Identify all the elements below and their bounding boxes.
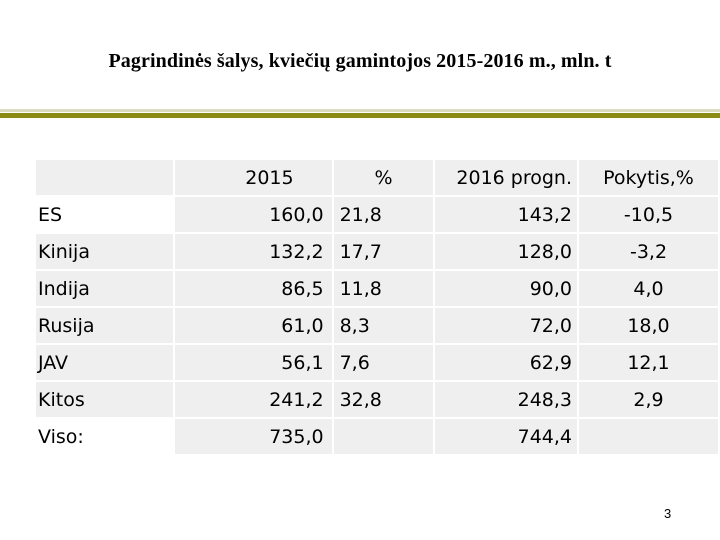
country-cell: JAV [36,345,173,380]
percent-cell: 17,7 [334,234,434,269]
percent-cell: 21,8 [334,197,434,232]
change-cell: 18,0 [579,308,718,343]
country-cell: Kinija [36,234,173,269]
country-cell: Kitos [36,382,173,417]
value-2016-cell: 248,3 [435,382,577,417]
value-2016-cell: 128,0 [435,234,577,269]
percent-cell: 11,8 [334,271,434,306]
change-cell: 12,1 [579,345,718,380]
title-divider-light [0,109,720,112]
table-row [36,308,718,343]
value-2015-cell: 56,1 [175,345,332,380]
country-cell: Indija [36,271,173,306]
value-2016-cell: 62,9 [435,345,577,380]
header-2015: 2015 [175,160,332,195]
percent-cell: 7,6 [334,345,434,380]
table-row [36,345,718,380]
table-header-row [36,160,718,195]
value-2015-cell: 132,2 [175,234,332,269]
change-cell: -10,5 [579,197,718,232]
value-2015-cell: 241,2 [175,382,332,417]
country-cell: Rusija [36,308,173,343]
change-cell: 2,9 [579,382,718,417]
wheat-production-table [34,158,720,456]
value-2015-cell: 61,0 [175,308,332,343]
table-row [36,382,718,417]
table-row-total [36,419,718,454]
table-row [36,234,718,269]
header-country [36,160,173,195]
value-2015-cell: 735,0 [175,419,332,454]
title-divider-accent [0,113,720,118]
value-2016-cell: 143,2 [435,197,577,232]
value-2016-cell: 72,0 [435,308,577,343]
percent-cell: 8,3 [334,308,434,343]
table-row [36,197,718,232]
percent-cell: 32,8 [334,382,434,417]
change-cell: -3,2 [579,234,718,269]
percent-cell [334,419,434,454]
value-2016-cell: 744,4 [435,419,577,454]
change-cell: 4,0 [579,271,718,306]
value-2016-cell: 90,0 [435,271,577,306]
value-2015-cell: 160,0 [175,197,332,232]
header-percent: % [334,160,434,195]
header-change: Pokytis,% [579,160,718,195]
page-number: 3 [664,506,672,521]
header-2016-forecast: 2016 progn. [435,160,577,195]
table-row [36,271,718,306]
slide-title: Pagrindinės šalys, kviečių gamintojos 2015-2016 m., mln. t [108,50,612,72]
value-2015-cell: 86,5 [175,271,332,306]
country-cell: Viso: [38,425,84,448]
country-cell: ES [38,203,63,226]
change-cell [579,419,718,454]
